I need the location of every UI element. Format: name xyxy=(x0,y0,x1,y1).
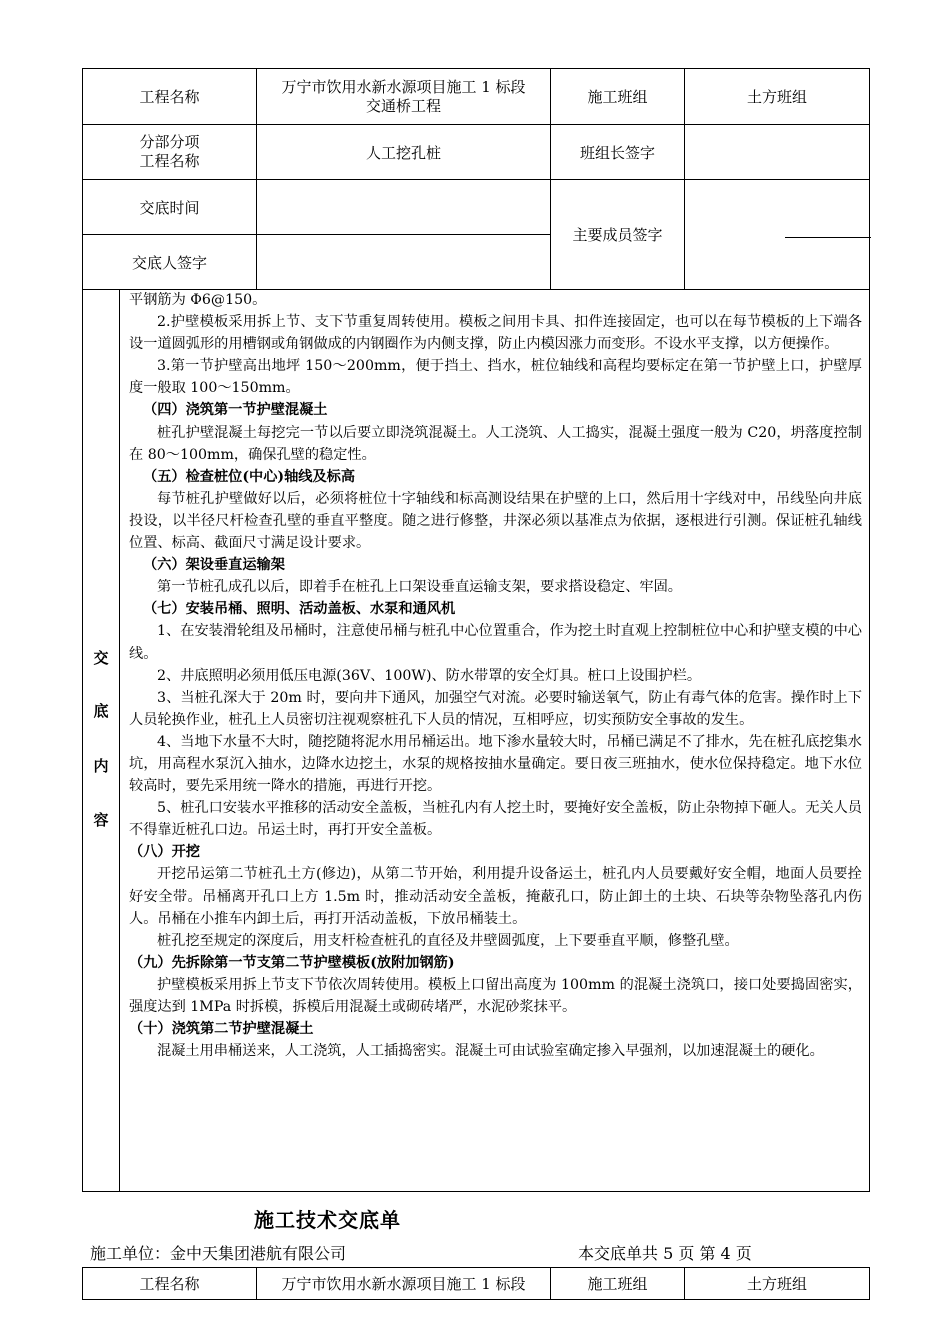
disclosure-content-box xyxy=(82,289,870,1192)
subproject-label xyxy=(83,125,257,180)
company-line: 施工单位：金中天集团港航有限公司 xyxy=(90,1244,347,1263)
content-paragraph: 平钢筋为 Φ6@150。 xyxy=(129,292,267,308)
subproject-label-line2: 工程名称 xyxy=(139,152,200,170)
content-paragraph: 3.第一节护壁高出地坪 150～200mm，便于挡土、挡水，桩位轴线和高程均要标定在第一节护壁上口，护壁厚度一般取 100～150mm。 xyxy=(129,358,862,397)
project-name xyxy=(257,69,551,125)
subproject-value: 人工挖孔桩 xyxy=(257,125,551,180)
content-heading: （六）架设垂直运输架 xyxy=(143,557,285,574)
content-paragraph: 1、在安装滑轮组及吊桶时，注意使吊桶与桩孔中心位置重合，作为挖土时直观上控制桩位中心和护壁支模的中心线。 xyxy=(129,623,862,662)
content-paragraph: 护壁模板采用拆上节支下节依次周转使用。模板上口留出高度为 100mm 的混凝土浇筑口，接口处要捣固密实，强度达到 1MPa 时拆模，拆模后用混凝土或砌砖堵严，水泥砂浆抹平。 xyxy=(129,976,862,1015)
document-title: 施工技术交底单 xyxy=(254,1208,401,1232)
content-heading: （九）先拆除第一节支第二节护壁模板(放附加钢筋) xyxy=(129,954,455,971)
content-heading: （五）检查桩位(中心)轴线及标高 xyxy=(143,468,356,485)
date-value xyxy=(257,180,551,235)
content-heading: （四）浇筑第一节护壁混凝土 xyxy=(143,402,328,419)
side-label-char-3: 内 xyxy=(93,757,109,775)
content-paragraph: 开挖吊运第二节桩孔土方(修边)，从第二节开始，利用提升设备运土，桩孔内人员要戴好安全帽，地面人员要拴好安全带。吊桶离开孔口上方 1.5m 时，推动活动安全盖板，掩蔽孔口，防止卸土的土块、石块等杂物坠落孔内伤人。吊桶在小推车内卸土后，再打开活动盖板，下放吊桶装土。 xyxy=(129,866,862,927)
content-heading: （十）浇筑第二节护壁混凝土 xyxy=(129,1021,314,1038)
discloser-sign-value xyxy=(257,235,551,290)
content-paragraph: 2.护壁模板采用拆上节、支下节重复周转使用。模板之间用卡具、扣件连接固定，也可以在每节模板的上下端各设一道圆弧形的用槽钢或角钢做成的内钢圈作为内侧支撑，防止内模因涨力而变形。不设水平支撑，以方便操作。 xyxy=(129,314,862,353)
content-paragraph: 每节桩孔护壁做好以后，必须将桩位十字轴线和标高测设结果在护壁的上口，然后用十字线对中，吊线坠向井底投设，以半径尺杆检查孔壁的垂直平整度。随之进行修整，井深必须以基准点为依据，逐根进行引测。保证桩孔轴线位置、标高、截面尺寸满足设计要求。 xyxy=(129,490,862,552)
team-label: 施工班组 xyxy=(551,1268,685,1300)
content-paragraph: 第一节桩孔成孔以后，即着手在桩孔上口架设垂直运输支架，要求搭设稳定、牢固。 xyxy=(157,579,682,596)
members-sign-value xyxy=(685,180,870,290)
header-table xyxy=(82,68,870,290)
signature-rule-line xyxy=(785,237,871,238)
side-label-char-1: 交 xyxy=(93,649,109,667)
next-page-header-table xyxy=(82,1267,870,1300)
content-heading: （八）开挖 xyxy=(129,844,200,861)
project-name: 万宁市饮用水新水源项目施工 1 标段 xyxy=(257,1268,551,1300)
project-name-line2: 交通桥工程 xyxy=(365,96,441,115)
content-paragraph: 混凝土用串桶送来，人工浇筑，人工插捣密实。混凝土可由试验室确定掺入早强剂，以加速混凝土的硬化。 xyxy=(157,1043,824,1060)
leader-sign-value xyxy=(685,125,870,180)
content-paragraph: 4、当地下水量不大时，随挖随将泥水用吊桶运出。地下渗水量较大时，吊桶已满足不了排水，先在桩孔底挖集水坑，用高程水泵沉入抽水，边降水边挖土，水泵的规格按抽水量确定。要日夜三班抽水，使水位保持稳定。地下水位较高时，要先采用统一降水的措施，再进行开挖。 xyxy=(129,733,862,795)
side-label-column xyxy=(83,289,120,1191)
side-label-char-2: 底 xyxy=(93,702,109,720)
content-paragraph: 5、桩孔口安装水平推移的活动安全盖板，当桩孔内有人挖土时，要掩好安全盖板，防止杂物掉下砸人。无关人员不得靠近桩孔口边。吊运土时，再打开安全盖板。 xyxy=(129,800,862,839)
project-label: 工程名称 xyxy=(83,69,257,125)
team-value: 土方班组 xyxy=(685,69,870,125)
content-paragraph: 桩孔挖至规定的深度后，用支杆检查桩孔的直径及井壁圆弧度，上下要垂直平顺，修整孔壁。 xyxy=(157,932,739,949)
project-name-line1: 万宁市饮用水新水源项目施工 1 标段 xyxy=(281,77,526,96)
date-label: 交底时间 xyxy=(83,180,257,235)
team-label: 施工班组 xyxy=(551,69,685,125)
members-sign-label: 主要成员签字 xyxy=(551,180,685,290)
leader-sign-label: 班组长签字 xyxy=(551,125,685,180)
side-label-char-4: 容 xyxy=(93,811,109,829)
content-paragraph: 桩孔护壁混凝土每挖完一节以后要立即浇筑混凝土。人工浇筑、人工捣实，混凝土强度一般为 C20，坍落度控制在 80～100mm，确保孔壁的稳定性。 xyxy=(129,424,862,463)
subproject-label-line1: 分部分项 xyxy=(139,133,200,151)
page-indicator: 本交底单共 5 页 第 4 页 xyxy=(578,1244,752,1263)
content-paragraph: 2、井底照明必须用低压电源(36V、100W)、防水带罩的安全灯具。桩口上设围护栏。 xyxy=(157,667,702,684)
discloser-sign-label: 交底人签字 xyxy=(83,235,257,290)
team-value: 土方班组 xyxy=(685,1268,870,1300)
content-text xyxy=(129,289,862,1062)
content-heading: （七）安装吊桶、照明、活动盖板、水泵和通风机 xyxy=(143,601,456,618)
project-label: 工程名称 xyxy=(83,1268,257,1300)
content-paragraph: 3、当桩孔深大于 20m 时，要向井下通风，加强空气对流。必要时输送氧气，防止有毒气体的危害。操作时上下人员轮换作业，桩孔上人员密切注视观察桩孔下人员的情况，互相呼应，切实预防安全事故的发生。 xyxy=(129,689,862,728)
